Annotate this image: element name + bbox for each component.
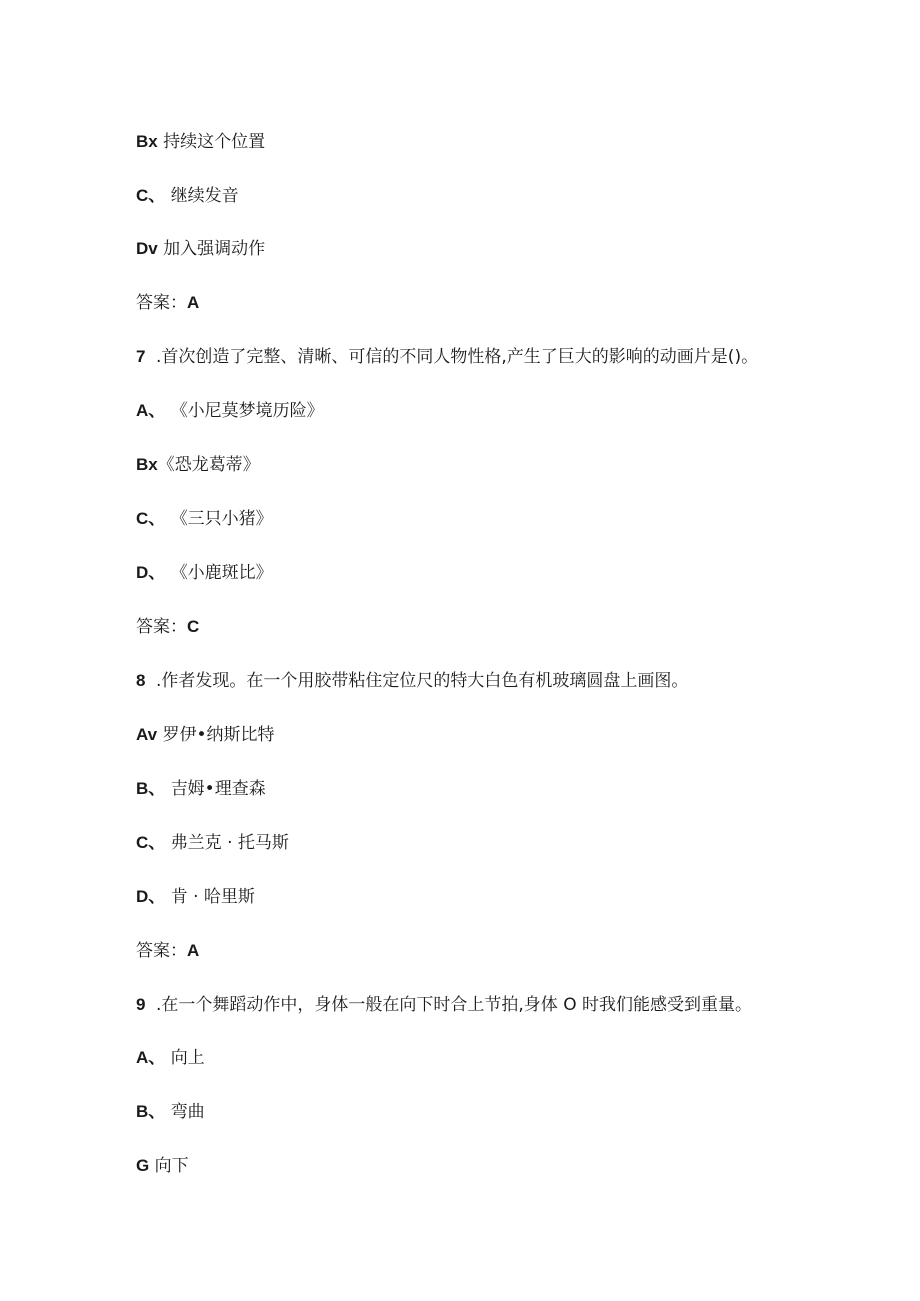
q8-answer bbox=[136, 940, 199, 962]
q9-option-a bbox=[136, 1047, 205, 1069]
question-text: .在一个舞蹈动作中，身体一般在向下时合上节拍,身体 O 时我们能感受到重量。 bbox=[156, 995, 752, 1015]
option-label: Bx bbox=[136, 455, 158, 474]
option-text: 继续发音 bbox=[170, 186, 239, 206]
option-text: 弗兰克 · 托马斯 bbox=[170, 833, 289, 853]
q8-option-c bbox=[136, 832, 289, 854]
answer-prefix: 答案： bbox=[136, 617, 187, 637]
q6-option-b bbox=[136, 131, 265, 153]
q8-option-b bbox=[136, 778, 266, 800]
q9-option-c bbox=[136, 1155, 189, 1177]
q7-question bbox=[136, 346, 758, 368]
option-label: A、 bbox=[136, 401, 166, 420]
question-text: .作者发现。在一个用胶带粘住定位尺的特大白色有机玻璃圆盘上画图。 bbox=[156, 671, 689, 691]
option-text: 肯 · 哈里斯 bbox=[170, 887, 255, 907]
answer-prefix: 答案： bbox=[136, 293, 187, 313]
q6-option-c bbox=[136, 185, 239, 207]
option-label: Dv bbox=[136, 239, 158, 258]
option-label: A、 bbox=[136, 1048, 166, 1067]
option-label: C、 bbox=[136, 186, 166, 205]
q7-option-c bbox=[136, 508, 273, 530]
q7-option-b bbox=[136, 454, 260, 476]
option-text: 向上 bbox=[170, 1048, 205, 1068]
q7-answer bbox=[136, 616, 199, 638]
answer-prefix: 答案： bbox=[136, 941, 187, 961]
q7-option-d bbox=[136, 562, 273, 584]
question-text: .首次创造了完整、清晰、可信的不同人物性格,产生了巨大的影响的动画片是()。 bbox=[156, 347, 759, 367]
option-text: 向下 bbox=[154, 1156, 189, 1176]
answer-value: C bbox=[187, 617, 200, 636]
option-label: D、 bbox=[136, 563, 166, 582]
option-text: 《三只小猪》 bbox=[170, 509, 273, 529]
option-text: 加入强调动作 bbox=[163, 239, 266, 259]
q8-option-d bbox=[136, 886, 255, 908]
q7-option-a bbox=[136, 400, 324, 422]
question-number: 9 bbox=[136, 995, 146, 1014]
q8-option-a bbox=[136, 724, 275, 746]
question-number: 8 bbox=[136, 671, 146, 690]
option-label: D、 bbox=[136, 887, 166, 906]
answer-value: A bbox=[187, 941, 200, 960]
q8-question bbox=[136, 670, 688, 692]
option-label: B、 bbox=[136, 779, 166, 798]
question-number: 7 bbox=[136, 347, 146, 366]
option-text: 《小鹿斑比》 bbox=[170, 563, 273, 583]
option-text: 弯曲 bbox=[170, 1102, 205, 1122]
option-text: 《恐龙葛蒂》 bbox=[157, 455, 260, 475]
q6-answer bbox=[136, 292, 199, 314]
q9-option-b bbox=[136, 1101, 205, 1123]
option-label: C、 bbox=[136, 509, 166, 528]
option-text: 吉姆•理查森 bbox=[170, 779, 266, 799]
option-text: 罗伊•纳斯比特 bbox=[162, 725, 275, 745]
option-label: Av bbox=[136, 725, 158, 744]
option-label: B、 bbox=[136, 1102, 166, 1121]
option-label: G bbox=[136, 1156, 150, 1175]
option-text: 《小尼莫梦境历险》 bbox=[170, 401, 324, 421]
q9-question bbox=[136, 994, 752, 1016]
option-label: C、 bbox=[136, 833, 166, 852]
answer-value: A bbox=[187, 293, 200, 312]
q6-option-d bbox=[136, 238, 265, 260]
option-label: Bx bbox=[136, 132, 158, 151]
option-text: 持续这个位置 bbox=[163, 132, 266, 152]
